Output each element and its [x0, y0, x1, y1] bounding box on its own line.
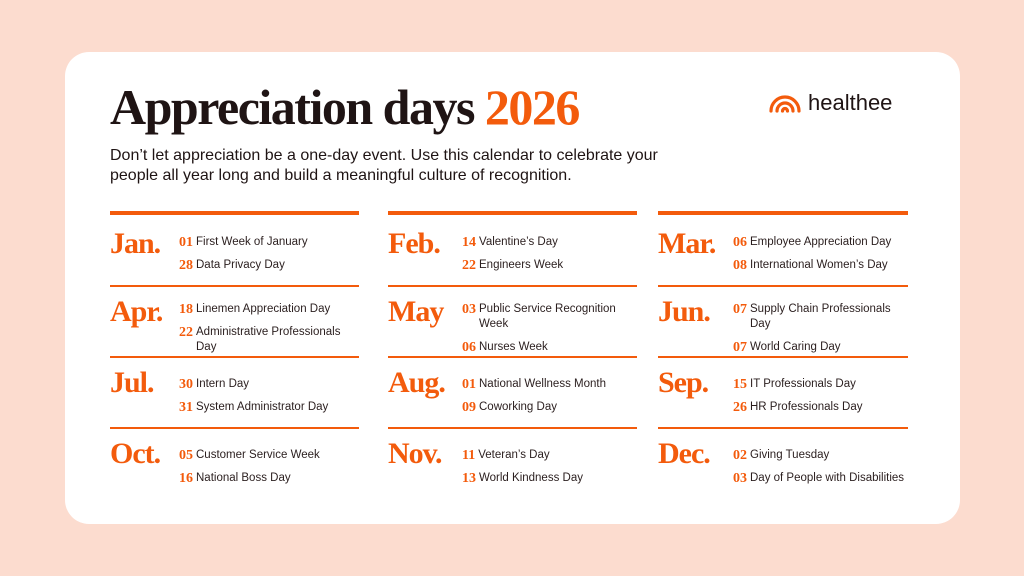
event-item: [733, 302, 908, 332]
month-label: Nov.: [388, 437, 442, 470]
event-day: 11: [462, 448, 476, 463]
event-item: [179, 325, 359, 355]
event-label: System Administrator Day: [196, 401, 329, 413]
event-label: Valentine’s Day: [479, 236, 558, 248]
event-label: Administrative Professionals Day: [196, 326, 341, 353]
month-label: Dec.: [658, 437, 710, 470]
event-label: Public Service Recognition Week: [479, 303, 616, 330]
event-label: Nurses Week: [479, 341, 548, 353]
month-row: [388, 285, 637, 356]
month-row: [658, 211, 908, 282]
event-label: Day of People with Disabilities: [750, 472, 905, 484]
month-row: [110, 211, 359, 282]
event-label: Supply Chain Professionals Day: [750, 303, 891, 330]
event-day: 22: [462, 258, 476, 273]
event-label: Giving Tuesday: [750, 449, 830, 461]
event-day: 28: [179, 258, 193, 273]
month-label: Apr.: [110, 295, 163, 328]
month-label: Jun.: [658, 295, 710, 328]
event-item: [179, 302, 359, 317]
month-row: [110, 427, 359, 498]
month-label: May: [388, 295, 444, 328]
month-row: [110, 356, 359, 427]
event-label: Data Privacy Day: [196, 259, 285, 271]
month-label: Jan.: [110, 227, 161, 260]
month-column: [388, 211, 637, 486]
event-day: 15: [733, 377, 747, 392]
event-item: [462, 377, 637, 392]
event-day: 09: [462, 400, 476, 415]
event-item: [462, 235, 637, 250]
event-day: 22: [179, 325, 193, 340]
event-item: [179, 471, 359, 486]
month-row: [658, 285, 908, 356]
event-day: 31: [179, 400, 193, 415]
event-item: [733, 235, 908, 250]
event-day: 13: [462, 471, 476, 486]
event-day: 07: [733, 340, 747, 355]
brand-logo: [768, 90, 892, 116]
event-day: 18: [179, 302, 193, 317]
month-row: [388, 427, 637, 498]
event-day: 06: [462, 340, 476, 355]
event-day: 26: [733, 400, 747, 415]
event-item: [179, 400, 359, 415]
event-day: 05: [179, 448, 193, 463]
event-item: [179, 258, 359, 273]
event-day: 06: [733, 235, 747, 250]
month-label: Mar.: [658, 227, 716, 260]
event-day: 03: [462, 302, 476, 317]
event-day: 07: [733, 302, 747, 317]
event-day: 01: [462, 377, 476, 392]
event-label: International Women’s Day: [750, 259, 888, 271]
event-label: National Wellness Month: [479, 378, 606, 390]
month-label: Aug.: [388, 366, 445, 399]
event-label: First Week of January: [196, 236, 308, 248]
event-label: Employee Appreciation Day: [750, 236, 892, 248]
event-list: [462, 235, 637, 281]
event-label: National Boss Day: [196, 472, 291, 484]
event-item: [733, 471, 908, 486]
event-item: [462, 448, 637, 463]
page-title: [110, 78, 579, 136]
month-label: Sep.: [658, 366, 709, 399]
event-item: [733, 340, 908, 355]
month-row: [388, 356, 637, 427]
title-text: Appreciation days: [110, 79, 474, 135]
month-row: [110, 285, 359, 356]
event-item: [179, 235, 359, 250]
event-label: Veteran’s Day: [478, 449, 550, 461]
rainbow-logo-icon: [768, 93, 802, 113]
month-label: Feb.: [388, 227, 440, 260]
event-label: IT Professionals Day: [750, 378, 856, 390]
event-item: [462, 302, 637, 332]
event-day: 14: [462, 235, 476, 250]
event-day: 30: [179, 377, 193, 392]
event-item: [179, 448, 359, 463]
month-row: [658, 356, 908, 427]
event-list: [462, 302, 637, 363]
event-label: World Kindness Day: [479, 472, 583, 484]
event-list: [733, 235, 908, 281]
event-day: 16: [179, 471, 193, 486]
event-list: [462, 448, 637, 494]
event-label: Linemen Appreciation Day: [196, 303, 331, 315]
event-list: [733, 377, 908, 423]
month-row: [388, 211, 637, 282]
event-list: [733, 448, 908, 494]
event-item: [462, 258, 637, 273]
event-label: Intern Day: [196, 378, 250, 390]
event-item: [179, 377, 359, 392]
event-label: Customer Service Week: [196, 449, 320, 461]
event-day: 02: [733, 448, 747, 463]
event-label: Coworking Day: [479, 401, 557, 413]
month-column: [658, 211, 908, 486]
event-item: [462, 340, 637, 355]
event-list: [179, 448, 359, 494]
title-year: 2026: [484, 79, 579, 135]
subtitle: Don’t let appreciation be a one-day event. Use this calendar to celebrate your people all year long and build a meaningful culture of recognition.: [110, 147, 658, 184]
month-label: Oct.: [110, 437, 161, 470]
event-list: [179, 377, 359, 423]
event-item: [462, 471, 637, 486]
event-list: [733, 302, 908, 363]
event-list: [179, 235, 359, 281]
event-label: World Caring Day: [750, 341, 841, 353]
month-label: Jul.: [110, 366, 154, 399]
event-label: Engineers Week: [479, 259, 564, 271]
brand-name: healthee: [808, 90, 893, 115]
event-item: [733, 400, 908, 415]
event-day: 08: [733, 258, 747, 273]
event-item: [733, 448, 908, 463]
event-label: HR Professionals Day: [750, 401, 863, 413]
event-item: [733, 258, 908, 273]
event-day: 01: [179, 235, 193, 250]
event-item: [733, 377, 908, 392]
event-list: [462, 377, 637, 423]
month-column: [110, 211, 359, 486]
event-list: [179, 302, 359, 363]
event-day: 03: [733, 471, 747, 486]
event-item: [462, 400, 637, 415]
month-row: [658, 427, 908, 498]
